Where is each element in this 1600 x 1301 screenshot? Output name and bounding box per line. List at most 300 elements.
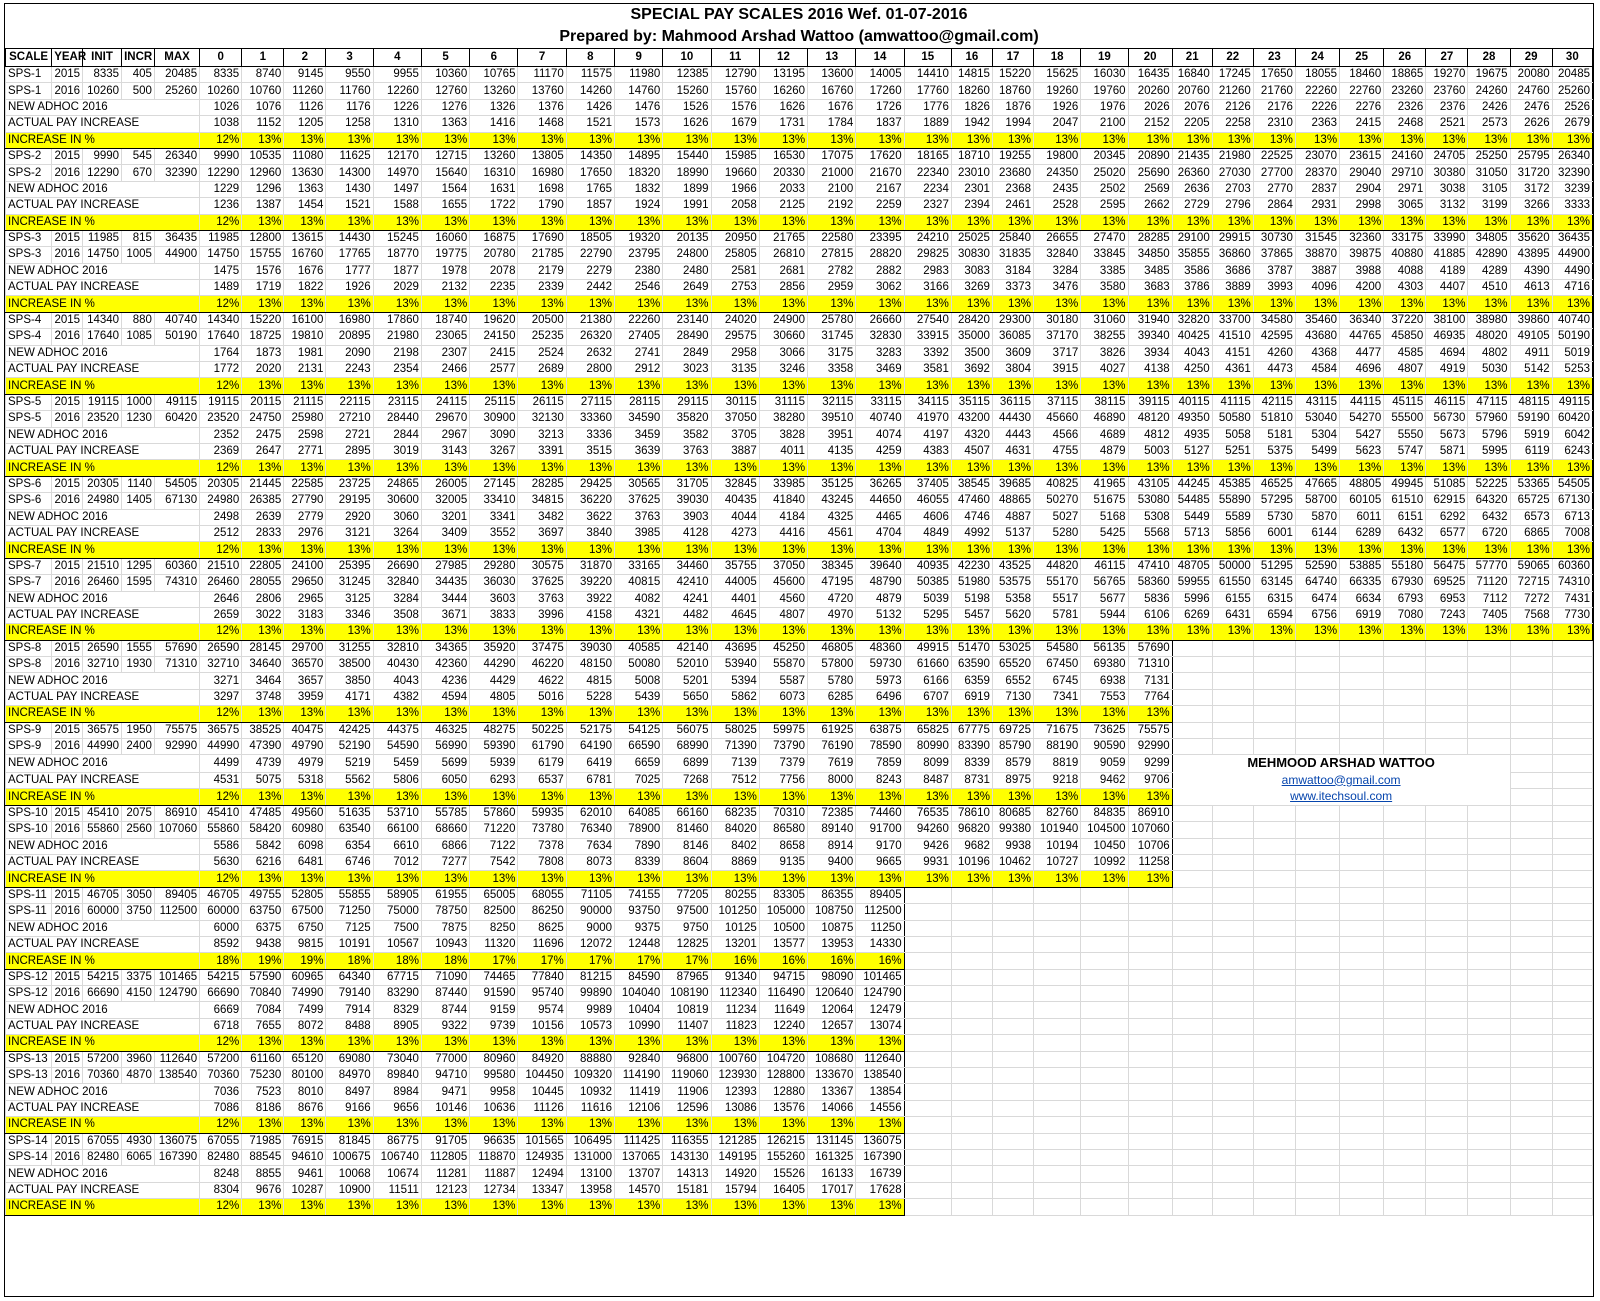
empty-cell [1034,1117,1081,1133]
table-row [6,83,1593,99]
adhoc-cell: 2326 [1384,99,1426,115]
empty-cell [1212,822,1253,838]
actual-cell: 1236 [200,198,242,214]
adhoc-cell: 3705 [711,427,759,443]
empty-cell [1552,887,1592,903]
table-row [6,476,1593,492]
stage-cell: 73040 [373,1051,421,1067]
stage-cell: 30575 [518,558,566,574]
pct-cell: 13% [759,378,807,394]
stage-cell: 25115 [470,394,518,410]
pct-cell: 13% [1172,214,1212,230]
actual-cell: 4128 [663,525,711,541]
actual-cell: 4273 [711,525,759,541]
empty-cell [1212,1018,1253,1034]
stage-cell: 59730 [856,657,904,673]
stage-cell: 36220 [566,493,614,509]
actual-cell: 3333 [1552,198,1592,214]
empty-cell [1172,1068,1212,1084]
stage-cell: 92990 [1128,739,1172,755]
pct-cell: 13% [1510,214,1552,230]
actual-cell: 8073 [566,854,614,870]
adhoc-cell: 1981 [284,345,326,361]
stage-cell: 81845 [326,1133,373,1149]
year-cell: 2015 [52,476,83,492]
empty-cell [992,904,1033,920]
author-email-link[interactable]: amwattoo@gmail.com [1281,772,1401,787]
column-header: 6 [470,49,518,67]
stage-cell: 29710 [1384,165,1426,181]
adhoc-cell: 5796 [1468,427,1510,443]
empty-cell [1212,657,1253,673]
actual-cell: 3409 [421,525,469,541]
stage-cell: 27470 [1081,230,1128,246]
adhoc-cell: 5517 [1034,591,1081,607]
empty-cell [1340,1002,1384,1018]
stage-cell: 71090 [421,969,469,985]
stage-cell: 27790 [284,493,326,509]
stage-cell: 37475 [518,640,566,656]
actual-cell: 1573 [615,116,663,132]
stage-cell: 38100 [1426,312,1468,328]
pct-cell: 13% [1081,706,1128,722]
actual-cell: 3887 [711,443,759,459]
empty-cell [1384,805,1426,821]
actual-cell: 6216 [242,854,284,870]
stage-cell: 28285 [1128,230,1172,246]
incr-cell: 1555 [122,640,155,656]
row-label: ACTUAL PAY INCREASE [6,1100,200,1116]
scale-cell: SPS-7 [6,575,52,591]
stage-cell: 74990 [284,986,326,1002]
column-header: 14 [856,49,904,67]
actual-cell: 2577 [470,362,518,378]
adhoc-cell: 1966 [711,181,759,197]
adhoc-cell: 1676 [284,263,326,279]
stage-cell: 59955 [1172,575,1212,591]
adhoc-cell: 6315 [1253,591,1295,607]
row-label: ACTUAL PAY INCREASE [6,1182,200,1198]
actual-cell: 9656 [373,1100,421,1116]
actual-cell: 9166 [326,1100,373,1116]
adhoc-cell: 7431 [1552,591,1592,607]
stage-cell: 63590 [951,657,992,673]
pct-cell: 13% [373,132,421,148]
adhoc-cell: 1826 [951,99,992,115]
adhoc-cell: 2033 [759,181,807,197]
actual-cell: 4416 [759,525,807,541]
stage-cell: 20115 [242,394,284,410]
stage-cell: 29280 [470,558,518,574]
actual-cell: 4879 [1081,443,1128,459]
scale-cell: SPS-11 [6,904,52,920]
actual-cell: 3199 [1468,198,1510,214]
stage-cell: 17245 [1212,67,1253,83]
stage-cell: 18505 [566,230,614,246]
pct-cell: 13% [284,1035,326,1051]
stage-cell: 86580 [759,822,807,838]
adhoc-cell: 8625 [518,920,566,936]
pct-cell: 13% [1172,296,1212,312]
pct-cell: 13% [1552,132,1592,148]
init-cell: 10260 [83,83,122,99]
stage-cell: 14340 [200,312,242,328]
adhoc-cell: 2524 [518,345,566,361]
actual-cell: 3959 [284,689,326,705]
pct-cell: 13% [1253,214,1295,230]
stage-cell: 32820 [1172,312,1212,328]
stage-cell: 48275 [470,722,518,738]
pct-cell: 13% [326,1199,373,1215]
scale-cell: SPS-1 [6,67,52,83]
stage-cell: 51470 [951,640,992,656]
actual-cell: 3358 [808,362,856,378]
table-row [6,460,1593,476]
stage-cell: 43115 [1295,394,1339,410]
pct-cell: 13% [663,789,711,806]
actual-cell: 11696 [518,936,566,952]
spreadsheet [4,3,1594,1297]
pct-cell: 13% [373,706,421,722]
actual-cell: 3683 [1128,280,1172,296]
stage-cell: 76535 [904,805,951,821]
adhoc-cell: 2352 [200,427,242,443]
pct-cell: 13% [808,378,856,394]
stage-cell: 18770 [373,247,421,263]
pct-cell: 13% [1081,542,1128,558]
empty-cell [1212,1035,1253,1051]
adhoc-cell: 10932 [566,1084,614,1100]
actual-cell: 4158 [566,607,614,623]
adhoc-cell: 4043 [1172,345,1212,361]
max-cell: 49115 [154,394,199,410]
adhoc-cell: 9375 [615,920,663,936]
adhoc-cell: 5027 [1034,509,1081,525]
stage-cell: 23260 [1384,83,1426,99]
stage-cell: 51810 [1253,411,1295,427]
actual-cell: 3143 [421,443,469,459]
website-link[interactable]: www.itechsoul.com [1290,788,1393,803]
stage-cell: 27145 [470,476,518,492]
empty-cell [1172,657,1212,673]
scale-cell: SPS-4 [6,312,52,328]
stage-cell: 64740 [1295,575,1339,591]
actual-cell: 4755 [1034,443,1081,459]
stage-cell: 121285 [711,1133,759,1149]
stage-cell: 26115 [518,394,566,410]
adhoc-cell: 5019 [1552,345,1592,361]
actual-cell: 4482 [663,607,711,623]
row-label: INCREASE IN % [6,378,200,394]
stage-cell: 59065 [1510,558,1552,574]
empty-cell [1426,854,1468,870]
actual-cell: 12657 [808,1018,856,1034]
adhoc-cell: 2967 [421,427,469,443]
empty-cell [1253,1018,1295,1034]
adhoc-cell: 1631 [470,181,518,197]
actual-cell: 1994 [992,116,1033,132]
empty-cell [1253,887,1295,903]
actual-cell: 2679 [1552,116,1592,132]
pct-cell: 13% [518,624,566,640]
stage-cell: 22760 [1340,83,1384,99]
empty-cell [1384,673,1426,689]
adhoc-cell: 1876 [992,99,1033,115]
pct-cell: 13% [951,706,992,722]
pct-cell: 13% [1212,378,1253,394]
stage-cell: 11625 [326,148,373,164]
actual-cell: 3269 [951,280,992,296]
adhoc-cell: 4443 [992,427,1033,443]
actual-cell: 1588 [373,198,421,214]
stage-cell: 56075 [663,722,711,738]
pct-cell: 13% [470,460,518,476]
adhoc-cell: 1564 [421,181,469,197]
stage-cell: 21000 [808,165,856,181]
empty-cell [1468,706,1510,722]
adhoc-cell: 1276 [421,99,469,115]
stage-cell: 31870 [566,558,614,574]
pct-cell: 13% [470,706,518,722]
pct-cell: 13% [518,1199,566,1215]
adhoc-cell: 3201 [421,509,469,525]
adhoc-cell: 1296 [242,181,284,197]
stage-cell: 40430 [373,657,421,673]
stage-cell: 84835 [1081,805,1128,821]
empty-cell [1295,969,1339,985]
empty-cell [1172,755,1510,773]
stage-cell: 89140 [808,822,856,838]
actual-cell: 2895 [326,443,373,459]
adhoc-cell: 6166 [904,673,951,689]
stage-cell: 61160 [242,1051,284,1067]
empty-cell [1034,1018,1081,1034]
stage-cell: 27115 [566,394,614,410]
stage-cell: 16435 [1128,67,1172,83]
adhoc-cell: 4390 [1510,263,1552,279]
empty-cell [1510,854,1552,870]
stage-cell: 23760 [1426,83,1468,99]
pct-cell: 13% [284,1199,326,1215]
scale-cell: SPS-12 [6,969,52,985]
actual-cell: 1489 [200,280,242,296]
table-row [6,542,1593,558]
stage-cell: 14430 [326,230,373,246]
actual-cell: 4631 [992,443,1033,459]
stage-cell: 24750 [242,411,284,427]
stage-cell: 42410 [663,575,711,591]
stage-cell: 100675 [326,1150,373,1166]
actual-cell: 5251 [1212,443,1253,459]
stage-cell: 29825 [904,247,951,263]
adhoc-cell: 3175 [808,345,856,361]
actual-cell: 2573 [1468,116,1510,132]
init-cell: 17640 [83,329,122,345]
actual-cell: 2729 [1172,198,1212,214]
scale-cell: SPS-6 [6,476,52,492]
init-cell: 82480 [83,1150,122,1166]
empty-cell [1212,838,1253,854]
stage-cell: 17650 [1253,67,1295,83]
empty-cell [1253,805,1295,821]
stage-cell: 67130 [1552,493,1592,509]
stage-cell: 76915 [284,1133,326,1149]
year-cell: 2015 [52,148,83,164]
empty-cell [1172,887,1212,903]
actual-cell: 7756 [759,772,807,788]
empty-cell [1426,969,1468,985]
max-cell: 20485 [154,67,199,83]
pct-cell: 13% [711,214,759,230]
actual-cell: 5457 [951,607,992,623]
adhoc-cell: 4429 [470,673,518,689]
stage-cell: 33915 [904,329,951,345]
actual-cell: 2152 [1128,116,1172,132]
stage-cell: 32840 [1034,247,1081,263]
actual-cell: 4849 [904,525,951,541]
pct-cell: 13% [1172,132,1212,148]
stage-cell: 38280 [759,411,807,427]
actual-cell: 2626 [1510,116,1552,132]
table-row [6,1117,1593,1133]
stage-cell: 52190 [326,739,373,755]
adhoc-cell: 2475 [242,427,284,443]
scale-cell: SPS-3 [6,230,52,246]
stage-cell: 70360 [200,1068,242,1084]
pct-cell: 13% [518,214,566,230]
pct-cell: 13% [421,460,469,476]
actual-cell: 4584 [1295,362,1339,378]
empty-cell [992,920,1033,936]
max-cell: 26340 [154,148,199,164]
table-row [6,230,1593,246]
empty-cell [904,920,951,936]
stage-cell: 27815 [808,247,856,263]
empty-cell [1468,953,1510,969]
empty-cell [1340,854,1384,870]
pct-cell: 13% [326,214,373,230]
actual-cell: 4992 [951,525,992,541]
stage-cell: 67450 [1034,657,1081,673]
stage-cell: 149195 [711,1150,759,1166]
empty-cell [1552,854,1592,870]
empty-cell [1172,722,1212,738]
empty-cell [1340,640,1384,656]
stage-cell: 16840 [1172,67,1212,83]
adhoc-cell: 1430 [326,181,373,197]
year-cell: 2016 [52,986,83,1002]
column-header: 12 [759,49,807,67]
stage-cell: 14300 [326,165,373,181]
stage-cell: 112640 [856,1051,904,1067]
pct-cell: 13% [518,132,566,148]
actual-cell: 2976 [284,525,326,541]
stage-cell: 9145 [284,67,326,83]
empty-cell [1172,969,1212,985]
stage-cell: 43105 [1128,476,1172,492]
stage-cell: 37220 [1384,312,1426,328]
adhoc-cell: 6750 [284,920,326,936]
table-row [6,640,1593,656]
empty-cell [1034,986,1081,1002]
stage-cell: 30730 [1253,230,1295,246]
stage-cell: 67055 [200,1133,242,1149]
empty-cell [1384,1199,1426,1215]
pct-cell: 12% [200,214,242,230]
stage-cell: 69525 [1426,575,1468,591]
adhoc-cell: 2806 [242,591,284,607]
actual-cell: 3469 [856,362,904,378]
stage-cell: 22115 [326,394,373,410]
stage-cell: 34815 [518,493,566,509]
pct-cell: 13% [1384,132,1426,148]
stage-cell: 112500 [856,904,904,920]
pct-cell: 13% [904,624,951,640]
stage-cell: 91590 [470,986,518,1002]
empty-cell [951,986,992,1002]
stage-cell: 28115 [615,394,663,410]
incr-cell: 3960 [122,1051,155,1067]
year-cell: 2016 [52,575,83,591]
column-header: MAX [154,49,199,67]
pct-cell: 13% [566,871,614,887]
actual-cell: 3023 [663,362,711,378]
stage-cell: 67775 [951,722,992,738]
actual-cell: 3763 [663,443,711,459]
table-row [6,165,1593,181]
table-row [6,624,1593,640]
actual-cell: 3692 [951,362,992,378]
adhoc-cell: 3392 [904,345,951,361]
stage-cell: 38115 [1081,394,1128,410]
max-cell: 101465 [154,969,199,985]
actual-cell: 15794 [711,1182,759,1198]
empty-cell [1034,1133,1081,1149]
pct-cell: 13% [470,132,518,148]
stage-cell: 57960 [1468,411,1510,427]
stage-cell: 92840 [615,1051,663,1067]
adhoc-cell: 9989 [566,1002,614,1018]
actual-cell: 5127 [1172,443,1212,459]
adhoc-cell: 3184 [992,263,1033,279]
pct-cell: 13% [1426,132,1468,148]
actual-cell: 1468 [518,116,566,132]
actual-cell: 5995 [1468,443,1510,459]
max-cell: 71310 [154,657,199,673]
adhoc-cell: 2426 [1468,99,1510,115]
adhoc-cell: 2639 [242,509,284,525]
stage-cell: 31940 [1128,312,1172,328]
year-cell: 2016 [52,739,83,755]
stage-cell: 12760 [421,83,469,99]
stage-cell: 53040 [1295,411,1339,427]
stage-cell: 38500 [326,657,373,673]
empty-cell [1172,920,1212,936]
stage-cell: 8335 [200,67,242,83]
actual-cell: 7086 [200,1100,242,1116]
actual-cell: 10146 [421,1100,469,1116]
stage-cell: 16980 [518,165,566,181]
stage-cell: 33165 [615,558,663,574]
actual-cell: 1038 [200,116,242,132]
actual-cell: 13086 [711,1100,759,1116]
adhoc-cell: 7875 [421,920,469,936]
empty-cell [1384,1018,1426,1034]
stage-cell: 40425 [1172,329,1212,345]
stage-cell: 13760 [518,83,566,99]
year-cell: 2016 [52,1068,83,1084]
empty-cell [1034,1100,1081,1116]
